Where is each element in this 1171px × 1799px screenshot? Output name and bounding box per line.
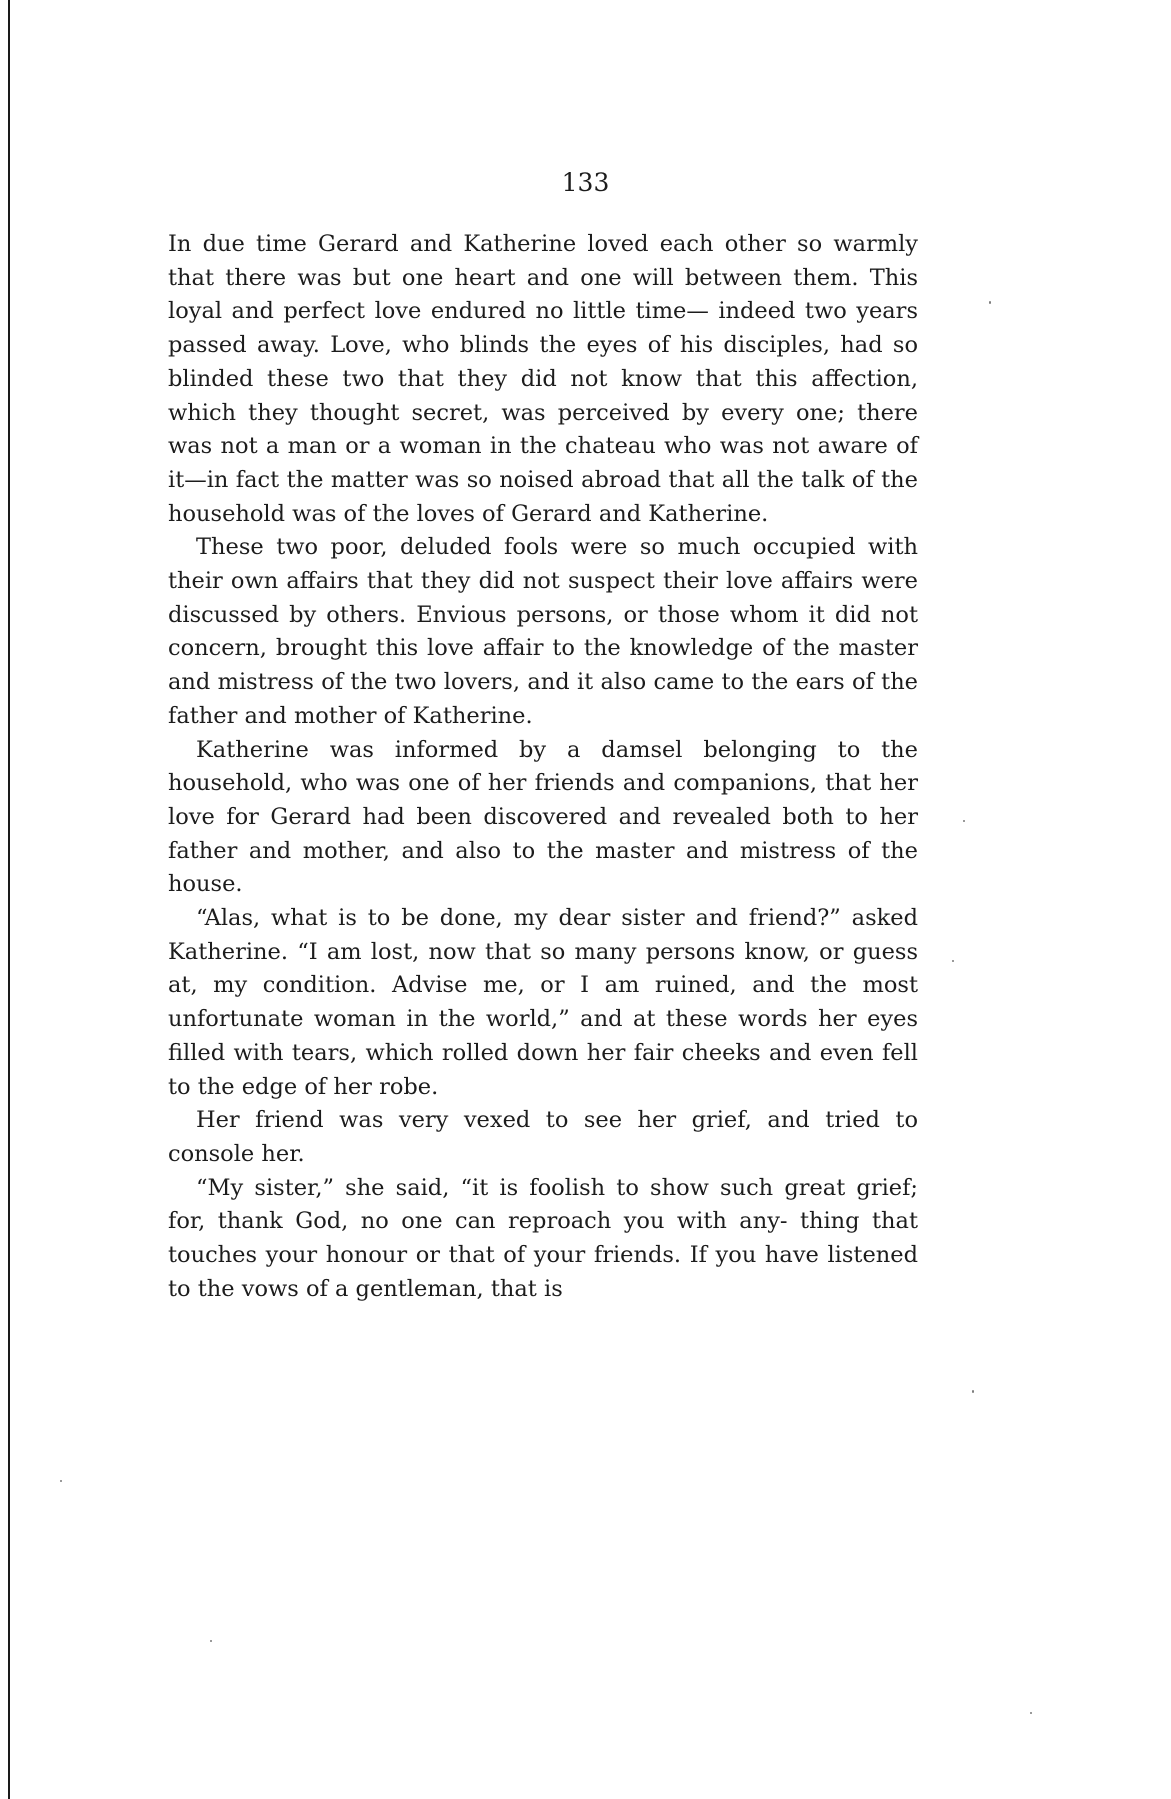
page-number: 133 [561,168,610,197]
paper-speck [1030,1712,1032,1714]
paragraph-5: Her friend was very vexed to see her grief, and tried to console her. [168,1107,918,1167]
page-binding-edge [8,0,10,1799]
paragraph-2: These two poor, deluded fools were so much occupied with their own affairs that they did not suspect their love affairs were discussed by others. Envious persons, or those whom it did not concern, brought this love affair to the knowledge of the master and mistress of the two lovers, and it also came to the ears of the father and mother of Katherine. [168,534,918,729]
paper-speck [210,1640,212,1642]
paragraph-4: “Alas, what is to be done, my dear sister and friend?” asked Katherine. “I am lost, now that so many persons know, or guess at, my condition. Advise me, or I am ruined, and the most unfortunate woman in the world,” and at these words her eyes filled with tears, which rolled down her fair cheeks and even fell to the edge of her robe. [168,905,918,1100]
paper-speck [60,1480,62,1482]
paragraph-6: “My sister,” she said, “it is foolish to show such great grief; for, thank God, no one can reproach you with any- thing that touches your honour or that of your friends. If you have listened to the vows of a gentleman, that is [168,1174,918,1302]
paragraph-1: In due time Gerard and Katherine loved each other so warmly that there was but one heart and one will between them. This loyal and perfect love endured no little time— indeed two years passed away. Love, who blinds the eyes of his disciples, had so blinded these two that they did not know that this affection, which they thought secret, was perceived by every one; there was not a man or a woman in the chateau who was not aware of it—in fact the matter was so noised abroad that all the talk of the household was of the loves of Gerard and Katherine. [168,231,918,527]
paper-speck [963,820,965,822]
body-text [168,228,918,1307]
paper-speck [952,960,954,962]
paper-speck [972,1390,974,1393]
paper-speck [989,301,991,304]
paragraph-3: Katherine was informed by a damsel belonging to the household, who was one of her friends and companions, that her love for Gerard had been discovered and revealed both to her father and mother, and also to the master and mistress of the house. [168,736,918,898]
